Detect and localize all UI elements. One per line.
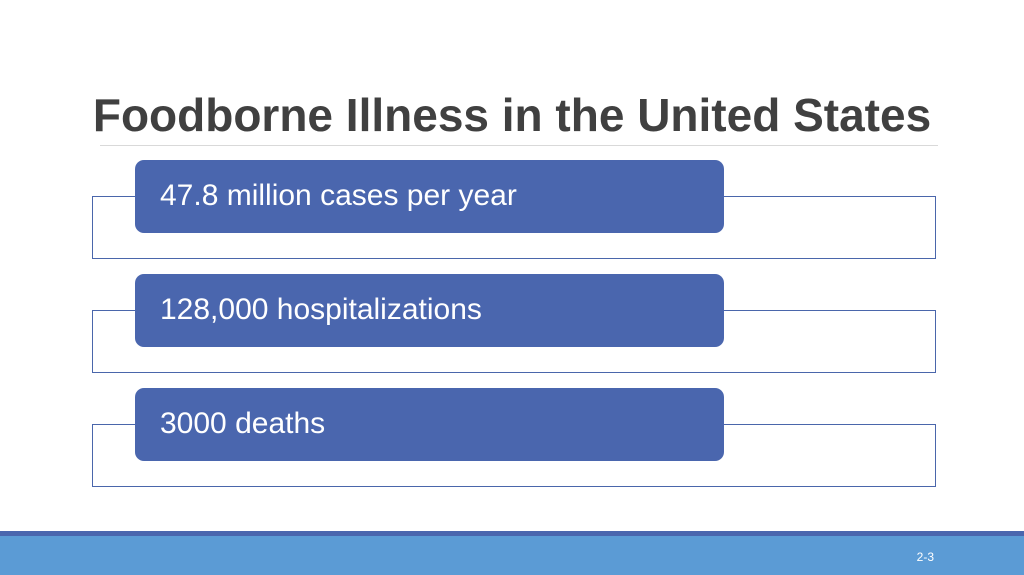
stat-label-pill (135, 160, 724, 233)
stat-label: 47.8 million cases per year (160, 179, 517, 212)
stat-label: 3000 deaths (160, 407, 326, 440)
stat-item-deaths (0, 388, 1024, 518)
title-divider (100, 145, 938, 146)
stat-label: 128,000 hospitalizations (160, 293, 482, 326)
stat-label-pill (135, 274, 724, 347)
stat-item-hospitalizations (0, 274, 1024, 404)
stat-label-pill (135, 388, 724, 461)
stat-item-cases (0, 160, 1024, 290)
slide-title: Foodborne Illness in the United States (92, 89, 932, 141)
slide-number: 2-3 (916, 550, 934, 564)
footer-bar (0, 536, 1024, 575)
